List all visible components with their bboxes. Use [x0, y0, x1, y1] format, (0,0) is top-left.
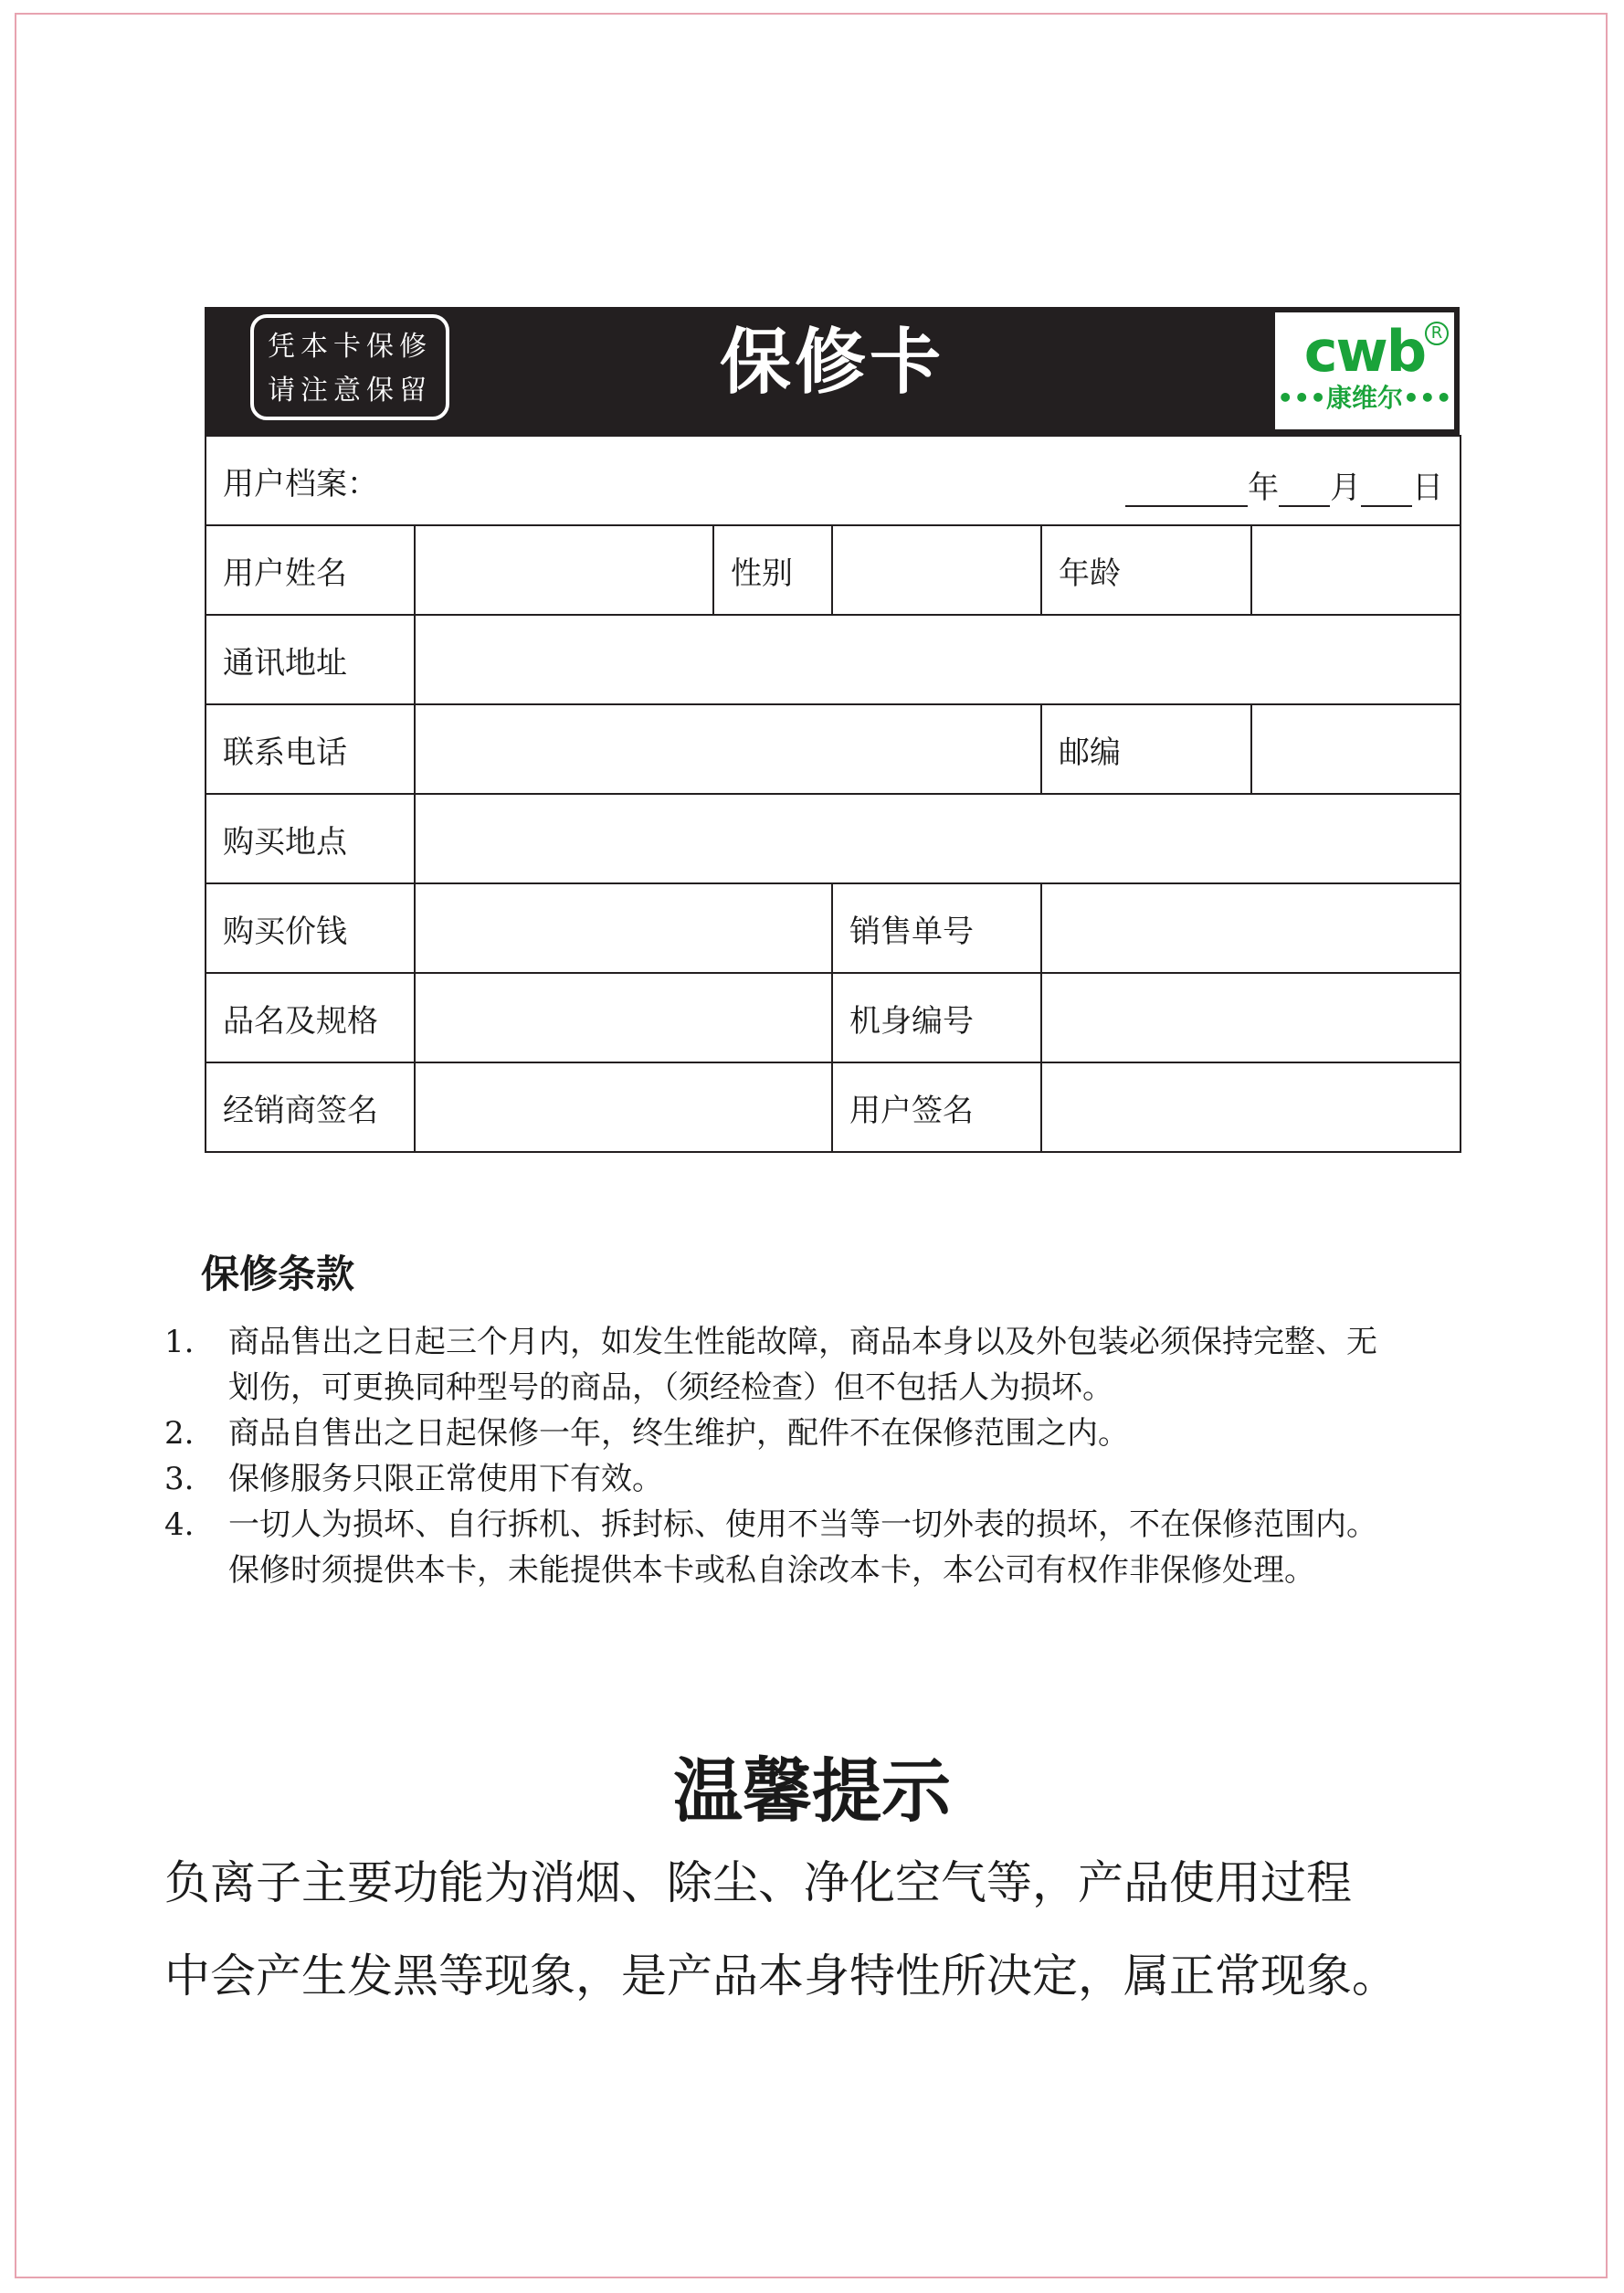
phone-field[interactable]	[415, 704, 1041, 794]
serial-field[interactable]	[1041, 973, 1461, 1062]
term-item	[164, 1411, 1407, 1456]
dealer-sign-field[interactable]	[415, 1062, 832, 1152]
year-blank[interactable]	[1125, 474, 1248, 507]
form-row-price	[206, 883, 1461, 973]
stamp-line-1: 凭本卡保修	[268, 331, 432, 363]
age-field[interactable]	[1251, 525, 1461, 615]
term-item	[164, 1319, 1407, 1411]
user-sign-field[interactable]	[1041, 1062, 1461, 1152]
form-row-archive	[206, 436, 1461, 525]
term-number: 1.	[164, 1324, 195, 1360]
address-label: 通讯地址	[206, 615, 415, 704]
tip-line-1: 负离子主要功能为消烟、除尘、净化空气等，产品使用过程	[164, 1856, 1352, 1909]
form-row-address	[206, 615, 1461, 704]
user-info-form	[205, 435, 1461, 1153]
stamp-line-2: 请注意保留	[268, 375, 432, 407]
term-item	[164, 1456, 1407, 1502]
tip-title: 温馨提示	[673, 1750, 951, 1832]
name-field[interactable]	[415, 525, 713, 615]
price-field[interactable]	[415, 883, 832, 973]
dealer-sign-label: 经销商签名	[206, 1062, 415, 1152]
term-number: 2.	[164, 1415, 195, 1452]
form-row-name	[206, 525, 1461, 615]
product-field[interactable]	[415, 973, 832, 1062]
tip-body	[164, 1836, 1461, 2023]
term-text: 商品售出之日起三个月内，如发生性能故障，商品本身以及外包装必须保持完整、无划伤，可更换同种型号的商品，（须经检查）但不包括人为损坏。	[228, 1324, 1377, 1406]
logo-mark: cwb	[1303, 318, 1426, 385]
year-label: 年	[1248, 470, 1280, 506]
archive-cell	[206, 436, 1461, 525]
form-row-product	[206, 973, 1461, 1062]
postcode-label: 邮编	[1041, 704, 1251, 794]
phone-label: 联系电话	[206, 704, 415, 794]
price-label: 购买价钱	[206, 883, 415, 973]
address-field[interactable]	[415, 615, 1461, 704]
user-sign-label: 用户签名	[832, 1062, 1041, 1152]
product-label: 品名及规格	[206, 973, 415, 1062]
day-label: 日	[1412, 470, 1444, 506]
name-label: 用户姓名	[206, 525, 415, 615]
sale-no-field[interactable]	[1041, 883, 1461, 973]
term-item	[164, 1502, 1407, 1593]
sale-no-label: 销售单号	[832, 883, 1041, 973]
gender-field[interactable]	[832, 525, 1041, 615]
date-field[interactable]	[1125, 462, 1443, 507]
brand-logo	[1275, 312, 1454, 429]
term-number: 4.	[164, 1506, 195, 1543]
age-label: 年龄	[1041, 525, 1251, 615]
terms-title: 保修条款	[201, 1252, 355, 1296]
term-number: 3.	[164, 1461, 195, 1497]
postcode-field[interactable]	[1251, 704, 1461, 794]
logo-name: •••康维尔•••	[1277, 383, 1452, 413]
month-label: 月	[1330, 470, 1362, 506]
tip-line-2: 中会产生发黑等现象，是产品本身特性所决定，属正常现象。	[164, 1950, 1397, 2002]
form-row-signature	[206, 1062, 1461, 1152]
card-header	[205, 307, 1460, 435]
terms-list	[164, 1319, 1407, 1593]
serial-label: 机身编号	[832, 973, 1041, 1062]
gender-label: 性别	[713, 525, 832, 615]
place-label: 购买地点	[206, 794, 415, 883]
place-field[interactable]	[415, 794, 1461, 883]
term-text: 商品自售出之日起保修一年，终生维护，配件不在保修范围之内。	[228, 1415, 1129, 1452]
day-blank[interactable]	[1361, 474, 1412, 507]
warranty-card	[205, 307, 1460, 1153]
month-blank[interactable]	[1279, 474, 1330, 507]
card-title: 保修卡	[719, 322, 944, 404]
term-text: 保修服务只限正常使用下有效。	[228, 1461, 663, 1497]
form-row-place	[206, 794, 1461, 883]
term-text: 一切人为损坏、自行拆机、拆封标、使用不当等一切外表的损坏，不在保修范围内。保修时须提供本卡，未能提供本卡或私自涂改本卡，本公司有权作非保修处理。	[228, 1506, 1377, 1589]
form-row-phone	[206, 704, 1461, 794]
registered-icon: R	[1425, 322, 1449, 345]
archive-label: 用户档案：	[223, 465, 378, 502]
